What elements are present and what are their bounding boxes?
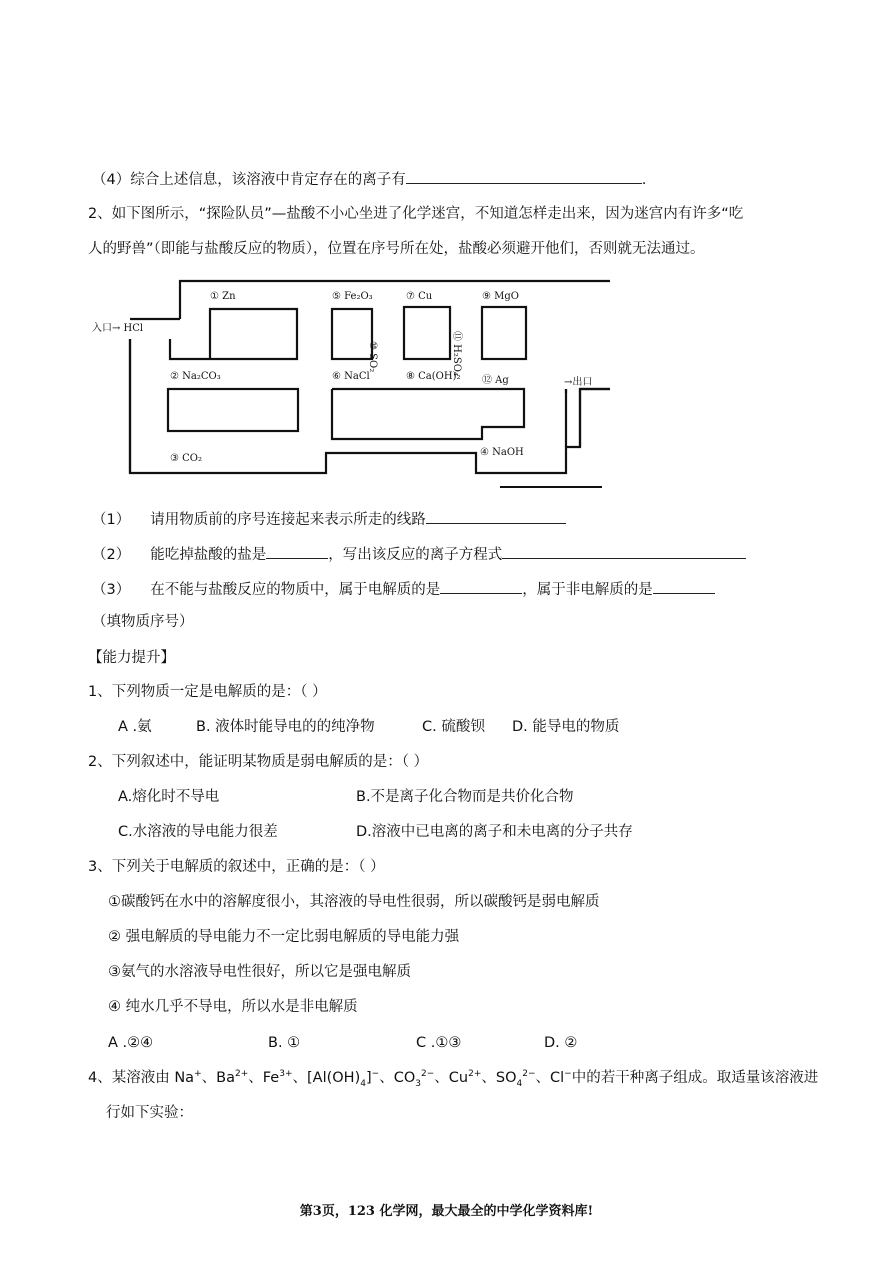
- mc3-statement-1: ①碳酸钙在水中的溶解度很小，其溶液的导电性很弱，所以碳酸钙是弱电解质: [108, 894, 600, 910]
- mc2-option-d[interactable]: D.溶液中已电离的离子和未电离的分子共存: [356, 824, 633, 840]
- maze-item-2: ② Na₂CO₃: [170, 371, 221, 382]
- q4-cl: 、Cl: [535, 1070, 565, 1086]
- q2-part2-label: （2）: [92, 547, 131, 563]
- q4-line1: [88, 1068, 818, 1088]
- maze-item-4: ④ NaOH: [480, 447, 524, 458]
- q4-co3: 、CO: [379, 1070, 416, 1086]
- mc2-option-b[interactable]: B.不是离子化合物而是共价化合物: [356, 789, 574, 805]
- q2-part3-electrolyte-blank[interactable]: [440, 578, 522, 594]
- maze-exit: →出口: [564, 377, 593, 388]
- q4-al-close: ]: [365, 1070, 372, 1086]
- mc3-option-a[interactable]: A .②④: [108, 1035, 154, 1051]
- mc1-option-c[interactable]: C. 硫酸钡: [422, 719, 485, 735]
- maze-item-11: ⑪ H₂SO₄: [451, 331, 462, 376]
- maze-item-1: ① Zn: [210, 291, 236, 302]
- maze-walls: [90, 275, 610, 495]
- q4-ba: 、Ba: [201, 1070, 235, 1086]
- mc2-option-c[interactable]: C.水溶液的导电能力很差: [118, 824, 278, 840]
- q4-lead: 4、某溶液由 Na: [88, 1070, 195, 1086]
- q4-na-charge: +: [194, 1069, 202, 1080]
- q1-part4-label: （4）: [92, 172, 131, 188]
- q4-so4: 、SO: [481, 1070, 517, 1086]
- maze-diagram: [90, 275, 610, 495]
- q4-al-sub: 4: [360, 1078, 366, 1089]
- mc3-stem: 3、下列关于电解质的叙述中，正确的是：（ ）: [88, 859, 385, 875]
- q2-part1-label: （1）: [92, 512, 131, 528]
- q4-cu-charge: 2+: [468, 1069, 482, 1080]
- q2-part1: [92, 508, 566, 530]
- mc2-stem: 2、下列叙述中，能证明某物质是弱电解质的是：（ ）: [88, 754, 429, 770]
- q4-fe: 、Fe: [248, 1070, 280, 1086]
- q4-tail: 中的若干种离子组成。取适量该溶液进: [571, 1070, 819, 1086]
- mc3-option-c[interactable]: C .①③: [416, 1035, 462, 1051]
- q4-al-charge: −: [371, 1069, 380, 1080]
- mc3-statement-4: ④ 纯水几乎不导电，所以水是非电解质: [108, 999, 358, 1015]
- maze-item-12: ⑫ Ag: [482, 375, 509, 386]
- q4-cl-charge: −: [564, 1069, 572, 1080]
- mc1-stem: 1、下列物质一定是电解质的是：（ ）: [88, 684, 327, 700]
- maze-item-9: ⑨ MgO: [482, 291, 519, 302]
- q1-part4: [92, 168, 646, 190]
- q4-al: 、[Al(OH): [292, 1070, 361, 1086]
- q4-line2: 行如下实验：: [106, 1105, 193, 1121]
- q4-ba-charge: 2+: [234, 1069, 249, 1080]
- q1-part4-answer-blank[interactable]: [406, 168, 642, 184]
- q4-co3-sub: 3: [415, 1078, 421, 1089]
- q1-part4-end: .: [641, 172, 647, 188]
- q2-part3: [92, 578, 715, 600]
- maze-item-10: ⑩ SO₂: [367, 341, 378, 373]
- maze-item-8: ⑧ Ca(OH)₂: [406, 371, 461, 382]
- q4-co3-charge: 2−: [420, 1069, 435, 1080]
- maze-item-5: ⑤ Fe₂O₃: [332, 291, 373, 302]
- mc3-statement-2: ② 强电解质的导电能力不一定比弱电解质的导电能力强: [108, 929, 460, 945]
- q2-part1-blank[interactable]: [426, 508, 566, 524]
- q2-part2-text-a: 能吃掉盐酸的盐是: [150, 547, 267, 563]
- q2-part2-equation-blank[interactable]: [502, 543, 746, 559]
- q2-part2-text-b: ，写出该反应的离子方程式: [328, 547, 503, 563]
- mc1-option-b[interactable]: B. 液体时能导电的的纯净物: [196, 719, 375, 735]
- q1-part4-text: 综合上述信息，该溶液中肯定存在的离子有: [130, 172, 406, 188]
- maze-item-7: ⑦ Cu: [406, 291, 433, 302]
- mc1-option-d[interactable]: D. 能导电的物质: [512, 719, 620, 735]
- page-footer: 第3页，123 化学网，最大最全的中学化学资料库!: [299, 1204, 594, 1219]
- mc3-option-b[interactable]: B. ①: [268, 1035, 301, 1051]
- mc3-statement-3: ③氨气的水溶液导电性很好，所以它是强电解质: [108, 964, 411, 980]
- q2-part2: [92, 543, 746, 565]
- maze-item-6: ⑥ NaCl: [332, 371, 370, 382]
- q4-cu: 、Cu: [434, 1070, 469, 1086]
- maze-entrance: 入口→ HCl: [92, 323, 144, 334]
- section-title: 【能力提升】: [88, 650, 175, 666]
- mc2-option-a[interactable]: A.熔化时不导电: [118, 789, 220, 805]
- q2-part3-nonelectrolyte-blank[interactable]: [653, 578, 715, 594]
- maze-item-3: ③ CO₂: [170, 453, 203, 464]
- q4-so4-sub: 4: [516, 1078, 523, 1089]
- q2-line1: 2、如下图所示，“探险队员”—盐酸不小心坐进了化学迷宫，不知道怎样走出来，因为迷宫内有许多“吃: [88, 206, 744, 222]
- q2-part3-label: （3）: [92, 582, 131, 598]
- q2-part3-note: （填物质序号）: [92, 614, 194, 630]
- q2-part3-text-a: 在不能与盐酸反应的物质中，属于电解质的是: [150, 582, 441, 598]
- mc3-option-d[interactable]: D. ②: [544, 1035, 578, 1051]
- q4-so4-charge: 2−: [522, 1069, 536, 1080]
- q2-part1-text: 请用物质前的序号连接起来表示所走的线路: [150, 512, 426, 528]
- q4-fe-charge: 3+: [279, 1069, 293, 1080]
- q2-line2: 人的野兽”（即能与盐酸反应的物质），位置在序号所在处，盐酸必须避开他们，否则就无法通过。: [88, 241, 705, 257]
- mc1-option-a[interactable]: A .氨: [118, 719, 152, 735]
- q2-part3-text-b: ，属于非电解质的是: [522, 582, 653, 598]
- q2-part2-salt-blank[interactable]: [266, 543, 328, 559]
